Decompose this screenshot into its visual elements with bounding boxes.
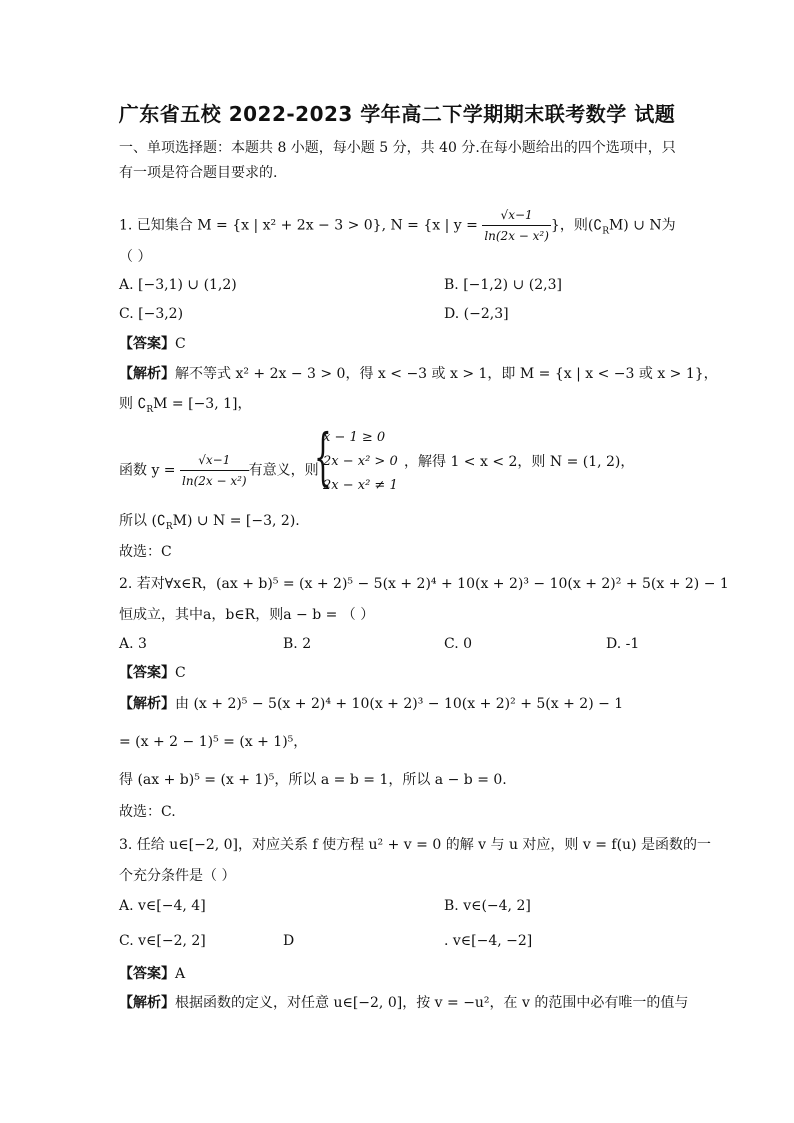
q2-option-a: A. 3 <box>119 636 147 652</box>
q1-solution-3-mid: 有意义，则 <box>248 462 319 479</box>
system-row-2: 2x − x² > 0 <box>323 454 398 469</box>
q1-solution-line5: 故选：C <box>119 544 172 560</box>
q1-solution-3-pre: 函数 y = <box>119 462 176 479</box>
q2-solution-line4: 故选：C. <box>119 804 176 820</box>
q1-option-b-text: [−1,2) ∪ (2,3] <box>463 277 562 293</box>
q1-option-a-label: A. <box>119 277 134 293</box>
section-instruction-line2: 有一项是符合题目要求的. <box>119 165 278 181</box>
q2-solution-line2: = (x + 2 − 1)⁵ = (x + 1)⁵， <box>119 734 308 750</box>
q1-solution-line1 <box>119 364 718 384</box>
q1-solution-2a: 则 ∁ <box>119 396 147 412</box>
q1-fraction <box>482 205 551 246</box>
q1-solution-2b: M = [−3, 1]， <box>153 396 252 412</box>
q1-stem <box>119 205 676 246</box>
q1-solution-3-post: ，解得 1 < x < 2，则 N = (1, 2)， <box>404 454 635 470</box>
q1-solution-fraction <box>180 450 249 491</box>
page-title: 广东省五校 2022-2023 学年高二下学期期末联考数学 试题 <box>118 102 676 126</box>
q1-paren: （ ） <box>119 249 152 265</box>
q3-option-b: B. v∈(−4, 2] <box>444 898 531 914</box>
q3-jiexi-tag: 【解析】 <box>119 995 175 1011</box>
q1-stem-c: M) ∪ N为 <box>608 217 676 234</box>
q2-solution-1: 由 (x + 2)⁵ − 5(x + 2)⁴ + 10(x + 2)³ − 10(x + 2)² + 5(x + 2) − 1 <box>175 696 624 712</box>
q1-solution-4-subscript: R <box>165 521 173 532</box>
q1-solution-4a: 所以 (∁ <box>119 513 166 529</box>
q1-option-d-label: D. <box>444 306 460 322</box>
q1-option-c-text: [−3,2) <box>138 306 184 322</box>
q2-answer-tag: 【答案】 <box>119 665 175 681</box>
q1-solution-line2 <box>119 394 251 420</box>
q1-option-d <box>444 306 509 322</box>
system-brace: { <box>314 420 332 493</box>
q3-solution-line1 <box>119 993 688 1013</box>
q2-solution-line1 <box>119 694 623 714</box>
q3-option-a: A. v∈[−4, 4] <box>119 898 206 914</box>
q3-answer-value: A <box>175 966 186 982</box>
q3-answer <box>119 964 185 984</box>
system-row-1: x − 1 ≥ 0 <box>323 430 386 445</box>
q1-answer <box>119 334 186 354</box>
q1-solution-line3 <box>119 450 319 491</box>
q1-solution-2-subscript: R <box>146 404 154 415</box>
q1-jiexi-tag: 【解析】 <box>119 366 175 382</box>
q3-option-d-text: . v∈[−4, −2] <box>444 933 533 949</box>
q1-answer-tag: 【答案】 <box>119 336 175 352</box>
q1-solution-fraction-numerator: √x−1 <box>180 450 249 471</box>
inequality-system <box>323 426 398 498</box>
q1-stem-b: }，则(∁ <box>550 217 603 234</box>
system-row-3: 2x − x² ≠ 1 <box>323 478 398 493</box>
q2-answer <box>119 663 186 683</box>
q1-stem-a: 1. 已知集合 M = {x | x² + 2x − 3 > 0}, N = {x | y = <box>119 217 478 234</box>
q1-subscript: R <box>602 226 609 237</box>
q1-solution-4b: M) ∪ N = [−3, 2). <box>172 513 300 529</box>
q1-option-a-text: [−3,1) ∪ (1,2) <box>138 277 237 293</box>
section-instruction-line1: 一、单项选择题：本题共 8 小题，每小题 5 分，共 40 分.在每小题给出的四个选项中，只 <box>119 140 676 156</box>
q1-option-c-label: C. <box>119 306 134 322</box>
q1-option-d-text: (−2,3] <box>463 306 509 322</box>
q2-option-d: D. -1 <box>606 636 640 652</box>
q3-solution-1: 根据函数的定义，对任意 u∈[−2, 0]，按 v = −u²，在 v 的范围中必有唯一的值与 <box>175 995 689 1011</box>
q2-stem-line1: 2. 若对∀x∈R，(ax + b)⁵ = (x + 2)⁵ − 5(x + 2)⁴ + 10(x + 2)³ − 10(x + 2)² + 5(x + 2) − 1 <box>119 576 729 592</box>
q1-fraction-denominator: ln(2x − x²) <box>484 229 549 243</box>
q1-option-b-label: B. <box>444 277 459 293</box>
q3-option-c: C. v∈[−2, 2] <box>119 933 206 949</box>
q3-option-d-label: D <box>283 933 295 949</box>
q1-solution-line4 <box>119 511 300 537</box>
q2-jiexi-tag: 【解析】 <box>119 696 175 712</box>
q2-option-b: B. 2 <box>283 636 312 652</box>
q3-stem-line2: 个充分条件是（ ） <box>119 868 236 884</box>
q1-answer-value: C <box>175 336 186 352</box>
q1-option-b <box>444 277 562 293</box>
q2-solution-line3: 得 (ax + b)⁵ = (x + 1)⁵，所以 a = b = 1，所以 a − b = 0. <box>119 772 507 788</box>
q1-solution-1: 解不等式 x² + 2x − 3 > 0，得 x < −3 或 x > 1，即 M = {x | x < −3 或 x > 1}， <box>175 366 718 382</box>
q3-stem-line1: 3. 任给 u∈[−2, 0]，对应关系 f 使方程 u² + v = 0 的解 v 与 u 对应，则 v = f(u) 是函数的一 <box>119 837 711 853</box>
q2-stem-line2: 恒成立，其中a，b∈R，则a − b = （ ） <box>119 607 375 623</box>
q2-answer-value: C <box>175 665 186 681</box>
q1-option-c <box>119 306 183 322</box>
q1-option-a <box>119 277 237 293</box>
q2-option-c: C. 0 <box>444 636 473 652</box>
q1-solution-fraction-denominator: ln(2x − x²) <box>182 474 247 488</box>
q1-fraction-numerator: √x−1 <box>482 205 551 226</box>
q3-answer-tag: 【答案】 <box>119 966 175 982</box>
